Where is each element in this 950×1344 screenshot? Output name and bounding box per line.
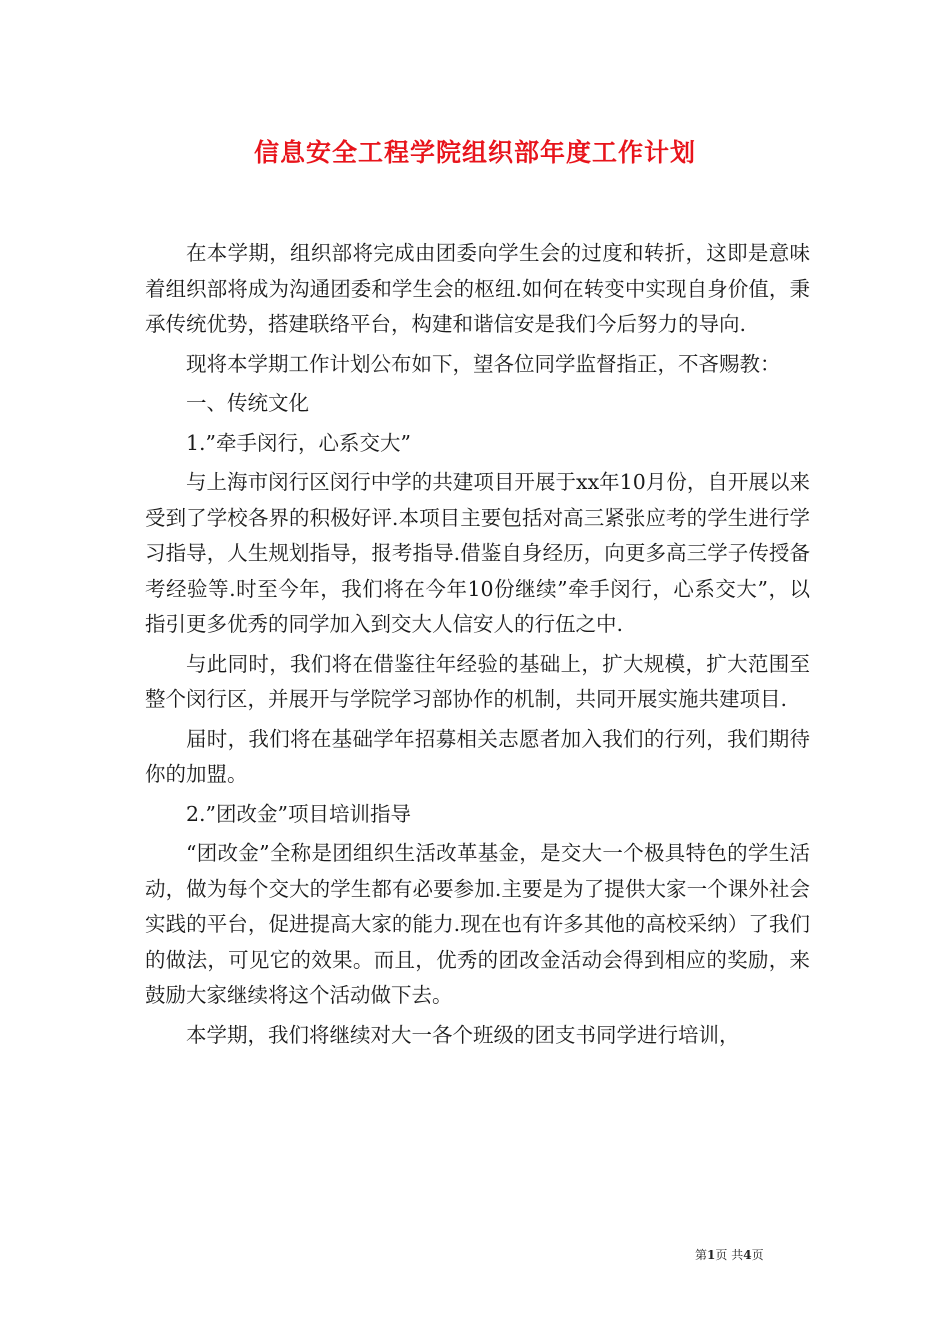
paragraph-intro: 在本学期，组织部将完成由团委向学生会的过度和转折，这即是意味着组织部将成为沟通团委和学生会的枢纽.如何在转变中实现自身价值，秉承传统优势，搭建联络平台，构建和谐信安是我们今后努力的导向. [145,241,810,336]
paragraph-tuangaijin: “团改金”全称是团组织生活改革基金，是交大一个极具特色的学生活动，做为每个交大的学生都有必要参加.主要是为了提供大家一个课外社会实践的平台，促进提高大家的能力.现在也有许多其他的高校采纳）了我们的做法，可见它的效果。而且，优秀的团改金活动会得到相应的奖励，来鼓励大家继续将这个活动做下去。 [145,841,810,1007]
paragraph-minhang-project: 与上海市闵行区闵行中学的共建项目开展于xx年10月份，自开展以来受到了学校各界的积极好评.本项目主要包括对高三紧张应考的学生进行学习指导，人生规划指导，报考指导.借鉴自身经历，向更多高三学子传授备考经验等.时至今年，我们将在今年10份继续”牵手闵行，心系交大”，以指引更多优秀的同学加入到交大人信安人的行伍之中. [145,470,810,636]
footer-middle: 页 共 [715,1248,744,1262]
paragraph-expansion: 与此同时，我们将在借鉴往年经验的基础上，扩大规模，扩大范围至整个闵行区，并展开与学院学习部协作的机制，共同开展实施共建项目. [145,651,810,711]
paragraph-announcement: 现将本学期工作计划公布如下，望各位同学监督指正，不吝赐教： [186,351,781,376]
paragraph-training: 本学期，我们将继续对大一各个班级的团支书同学进行培训， [186,1022,740,1047]
section-heading-traditional-culture: 一、传统文化 [186,391,309,415]
footer-page-number: 1 [707,1248,716,1262]
footer-total-pages: 4 [743,1248,752,1262]
footer-suffix: 页 [751,1248,764,1262]
document-body [145,236,810,1057]
paragraph-volunteers: 届时，我们将在基础学年招募相关志愿者加入我们的行列，我们期待你的加盟。 [145,726,810,786]
subsection-heading-2: 2.”团改金”项目培训指导 [186,801,412,826]
footer-prefix: 第 [695,1248,708,1262]
page-footer [695,1246,764,1263]
subsection-heading-1: 1.”牵手闵行，心系交大” [186,430,412,455]
document-title: 信息安全工程学院组织部年度工作计划 [253,138,696,167]
